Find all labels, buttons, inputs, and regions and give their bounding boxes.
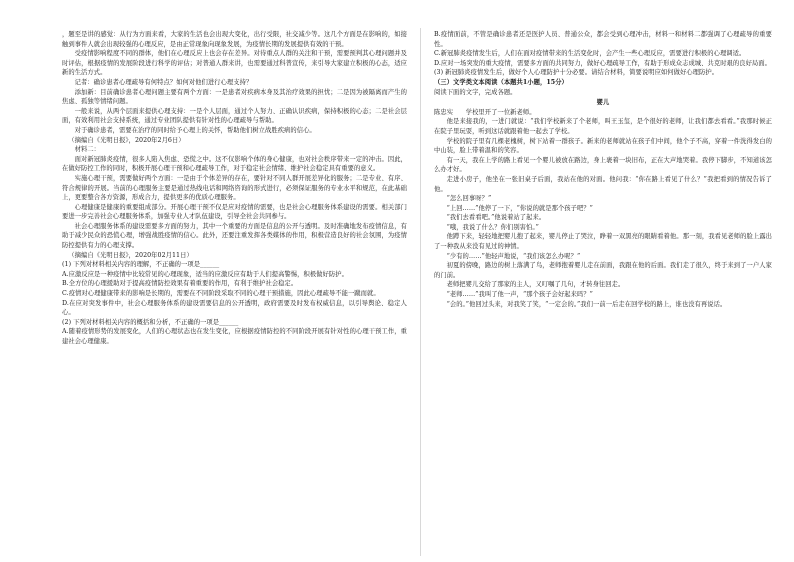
left-paragraph: （摘编自《光明日报》，2020年2月6日） bbox=[68, 136, 185, 144]
right-paragraph: D.应对一场突发的重大疫情，需要多方面的共同努力，做好心理疏导工作，有助于形成众志成城、共克时艰的良好局面。 bbox=[434, 59, 771, 67]
right-paragraph: “怎么回事呀？” bbox=[446, 195, 492, 203]
column-divider bbox=[420, 28, 421, 556]
right-paragraph: “上回……”他停了一下，“你说的就是那个孩子吧？” bbox=[446, 204, 593, 212]
left-paragraph: 社会心理服务体系的建设需要多方面的努力，其中一个重要的方面是信息的公开与透明。及时准确地发布疫情信息，有助于减少民众的恐慌心理，增强战胜疫情的信心。此外，还要注重发挥各类媒体的作用，积极营造良好的社会氛围，为疫情防控提供有力的心理支撑。 bbox=[62, 222, 407, 250]
left-paragraph: 添加新：目前确诊患者心理问题主要有两个方面：一是患者对疾病本身及其治疗效果的担忧；二是因为被隔离而产生的焦虑、孤独等情绪问题。 bbox=[62, 88, 407, 106]
left-paragraph: 受疫情影响程度不同的群体，他们在心理反应上也会存在差异。对待重点人群的关注和干预，需要预判其心理问题并及时评估，根据疫情的发展阶段进行科学的评估；对普通人群来讲，也需要通过科普宣传，来引导大家建立积极的心态，适应新的生活方式。 bbox=[62, 50, 407, 77]
left-paragraph: (1) 下列对材料相关内容的理解，不正确的一项是______ bbox=[62, 261, 220, 269]
left-paragraph: A.应激反应是一种疫情中比较常见的心理现象，适当的应激反应有助于人们提高警惕，积极做好防护。 bbox=[62, 270, 348, 278]
left-column bbox=[62, 30, 407, 556]
right-paragraph: 走进小房子，他坐在一张旧桌子后面，我站在他的对面。他问我：“你在路上看见了什么？”我把看到的情况告诉了他。 bbox=[434, 175, 772, 193]
left-paragraph: 材料二： bbox=[74, 146, 100, 154]
left-paragraph: ，题至是讲的感觉：从行为方面来看，大家的生活也会出现大变化，出行受限，社交减少等。这几个方面是在影响的，如接触到事件人就会出现较强的心理反应，是由正常现象向现象发展，为疫情长期的发展提供有效的干预。 bbox=[62, 31, 407, 48]
left-paragraph: 记者：确诊患者心理疏导有何特点？如何对他们进行心理支持？ bbox=[74, 78, 253, 86]
right-paragraph: C.新冠肺炎疫情发生后，人们在面对疫情带来的生活变化时，会产生一些心理反应，需要进行积极的心理调适。 bbox=[434, 50, 746, 58]
right-paragraph: 有一天，我在上学的路上看见一个婴儿被放在路边，身上裹着一块旧布，正在大声地哭着。我停下脚步，不知道该怎么办才好。 bbox=[434, 156, 772, 174]
right-paragraph: 初夏的傍晚，路边的树上落满了鸟，老师抱着婴儿走在前面，我跟在他的后面。我们走了很久，终于来到了一户人家的门前。 bbox=[434, 262, 772, 279]
right-paragraph: 学校的院子里有几棵老槐树，树下站着一群孩子。新来的老师就站在孩子们中间，他个子不高，穿着一件洗得发白的中山装，脸上带着温和的笑容。 bbox=[434, 137, 772, 155]
right-paragraph: 他是来接我的，一进门就说：“我们学校新来了个老师，叫王玉玺，是个很好的老师，让我们都去看看。”我那时候正在院子里玩耍，听到这话就跟着他一起去了学校。 bbox=[434, 118, 772, 135]
right-paragraph: “老师……”我叫了他一声，“那个孩子会好起来吗？” bbox=[446, 291, 593, 299]
left-paragraph: （摘编自《光明日报》，2020年02月11日） bbox=[68, 251, 193, 259]
right-column bbox=[434, 30, 772, 556]
right-paragraph: 老师把婴儿交给了那家的主人，又叮嘱了几句，才转身往回走。 bbox=[446, 281, 625, 289]
right-paragraph: “会的。”他回过头来，对我笑了笑，“一定会的。”我们一前一后走在回学校的路上，谁也没有再说话。 bbox=[446, 300, 727, 308]
right-paragraph: “哦，我说了什么？你们别害怕。” bbox=[446, 223, 539, 231]
right-paragraph: B.疫情面前，不管是确诊患者还是医护人员、普通公众，都会受到心理冲击，材料一和材料二都强调了心理疏导的重要性。 bbox=[434, 31, 772, 48]
right-paragraph: “我们去看看吧。”他说着站了起来。 bbox=[446, 214, 546, 222]
right-paragraph: 他蹲下来，轻轻地把婴儿抱了起来，婴儿停止了哭泣，睁着一双黑亮的眼睛看着他。那一刻，我看见老师的脸上露出了一种我从来没有见过的神情。 bbox=[434, 233, 772, 251]
left-paragraph: C.疫情对心理健康带来的影响是长期的，需要在不同阶段采取不同的心理干预措施，因此心理疏导不能一蹴而就。 bbox=[62, 290, 380, 298]
right-paragraph: “少有的……”他轻声地说，“我们该怎么办呢？” bbox=[446, 252, 581, 260]
left-paragraph: 对于确诊患者，需要在治疗的同时给予心理上的关怀，帮助他们树立战胜疾病的信心。 bbox=[74, 126, 316, 134]
right-paragraph: （三）文学类文本阅读（本题共1小题，15分） bbox=[434, 78, 568, 86]
left-paragraph: 心理健康是健康的重要组成部分。开展心理干预不仅是应对疫情的需要，也是社会心理服务体系建设的需要。相关部门要进一步完善社会心理服务体系，加强专业人才队伍建设，引导全社会共同参与。 bbox=[62, 203, 407, 221]
left-paragraph: 一般来说，从两个层面来提供心理支持：一是个人层面，通过个人努力、正确认识疾病，保持积极的心态；二是社会层面，有效利用社会支持系统，通过专业团队提供有针对性的心理疏导与帮助。 bbox=[62, 107, 407, 125]
left-paragraph: (2) 下列对材料相关内容的概括和分析，不正确的一项是______ bbox=[62, 318, 239, 326]
left-paragraph: 实施心理干预，需要做好两个方面：一是由于个体差异的存在，要针对不同人群开展差异化的服务；二是专业、有序、符合规律的开展。当前的心理服务主要是通过热线电话和网络咨询的形式进行，必须保证服务的专业水平和规范，在此基础上，更要整合各方资源，形成合力，提供更多的优质心理服务。 bbox=[62, 174, 407, 202]
right-paragraph: 婴儿 bbox=[596, 99, 610, 107]
left-paragraph: B.全方位的心理援助对于提高疫情防控效果有着重要的作用，有利于维护社会稳定。 bbox=[62, 280, 298, 288]
left-paragraph: A.随着疫情形势的发展变化，人们的心理状态也在发生变化，应根据疫情防控的不同阶段开展有针对性的心理干预工作，重建社会心理健康。 bbox=[62, 328, 407, 345]
right-paragraph: (3) 新冠肺炎疫情发生后，做好个人心理防护十分必要。请结合材料，简要说明应如何做好心理防护。 bbox=[434, 69, 719, 77]
left-paragraph: D.在应对突发事件中，社会心理服务体系的建设需要信息的公开透明，政府需要及时发布权威信息，以引导舆论、稳定人心。 bbox=[62, 299, 407, 317]
right-paragraph: 陈忠实 学校里开了一位新老师。 bbox=[434, 108, 536, 116]
left-paragraph: 面对新冠肺炎疫情，很多人陷入焦虑、恐慌之中。这不仅影响个体的身心健康，也对社会秩序带来一定的冲击。因此，在做好防控工作的同时，积极开展心理干预和心理疏导工作，对于稳定社会情绪、维护社会稳定具有重要的意义。 bbox=[62, 155, 407, 173]
right-paragraph: 阅读下面的文字，完成各题。 bbox=[434, 88, 517, 96]
